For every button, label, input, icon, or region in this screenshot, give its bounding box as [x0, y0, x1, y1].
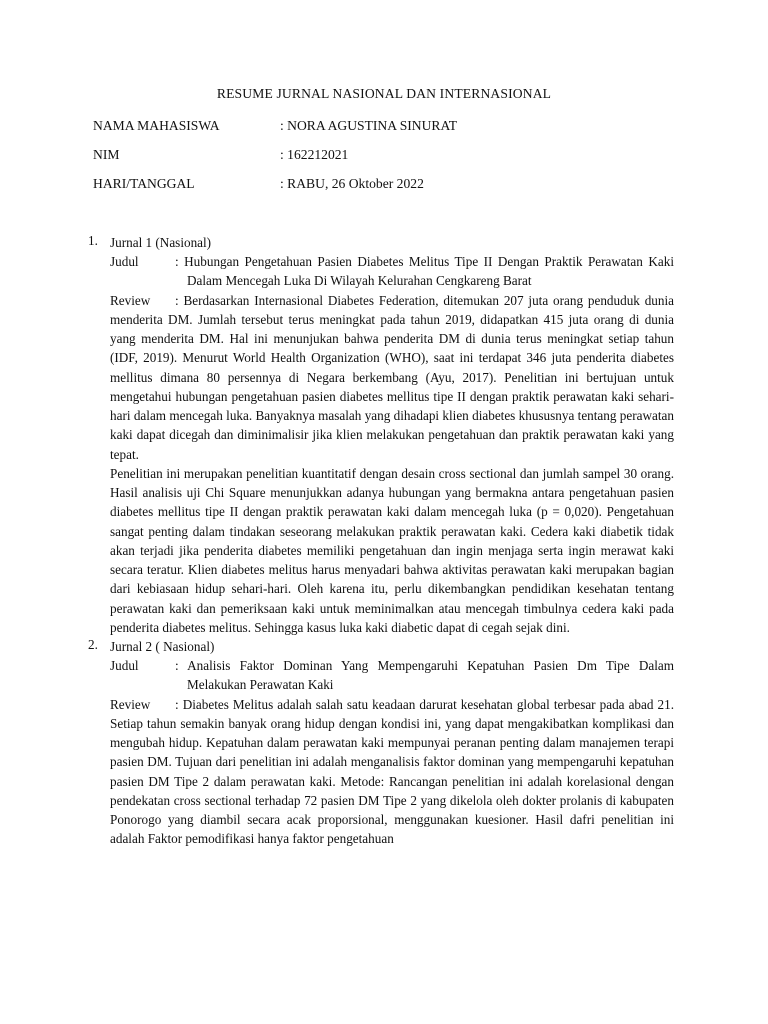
- info-label: NIM: [93, 147, 120, 162]
- list-number: 1.: [88, 233, 98, 248]
- journal-heading: Jurnal 2 ( Nasional): [110, 639, 215, 654]
- judul-section: [110, 252, 674, 291]
- judul-text: : Analisis Faktor Dominan Yang Mempengaruhi Kepatuhan Pasien Dm Tipe Dalam Melakukan Perawatan Kaki: [175, 658, 674, 693]
- info-value: : NORA AGUSTINA SINURAT: [280, 118, 458, 133]
- list-number: 2.: [88, 637, 98, 652]
- review-text: : Diabetes Melitus adalah salah satu keadaan darurat kesehatan global terbesar pada abad 21. Setiap tahun semakin banyak orang hidup dengan kondisi ini, yang dapat mengakibatkan komplikasi dan mengubah hidup. Kepatuhan dalam perawatan kaki mempunyai peranan penting dalam manajemen terapi pasien DM. Tujuan dari penelitian ini adalah menganalisis faktor dominan yang mempengaruhi kepatuhan pasien DM Tipe 2 dalam perawatan kaki. Metode: Rancangan penelitian ini adalah korelasional dengan pendekatan cross sectional terhadap 72 pasien DM Tipe 2 yang dikelola oleh dokter prolanis di kabupaten Ponorogo yang diambil secara acak proporsional, menggunakan kuesioner. Hasil dafri penelitian ini adalah Faktor pemodifikasi hanya faktor pengetahuan: [110, 696, 674, 847]
- document-title: RESUME JURNAL NASIONAL DAN INTERNASIONAL: [216, 86, 552, 101]
- review-text: : Berdasarkan Internasional Diabetes Federation, ditemukan 207 juta orang penduduk dunia menderita DM. Jumlah tersebut terus meningkat pada tahun 2019, didapatkan 415 juta orang di dunia yang menderita DM. Hal ini menunjukan bahwa penderita DM di dunia terus meningkat setiap tahun (IDF, 2019). Menurut World Health Organization (WHO), saat ini terdapat 346 juta penderita diabetes mellitus dimana 80 persennya di Negara berkembang (Ayu, 2017). Penelitian ini bertujuan untuk mengetahui hubungan pengetahuan pasien diabetes mellitus tipe II dengan praktik perawatan kaki sehari-hari dalam mencegah luka. Banyaknya masalah yang dihadapi klien diabetes khususnya tentang perawatan kaki dapat dicegah dan diminimalisir jika klien melakukan pengetahuan dan praktik perawatan kaki yang tepat.: [110, 292, 674, 462]
- journal-item: [88, 233, 674, 637]
- review-section: [110, 291, 674, 464]
- journal-heading: Jurnal 1 (Nasional): [110, 235, 212, 250]
- review-label: Review: [110, 696, 151, 712]
- judul-label: Judul: [110, 658, 139, 673]
- judul-label: Judul: [110, 254, 139, 269]
- info-value: : RABU, 26 Oktober 2022: [280, 176, 424, 191]
- info-label: HARI/TANGGAL: [93, 176, 195, 191]
- judul-text: : Hubungan Pengetahuan Pasien Diabetes Melitus Tipe II Dengan Praktik Perawatan Kaki Dalam Mencegah Luka Di Wilayah Kelurahan Cengkareng Barat: [175, 254, 674, 289]
- info-label: NAMA MAHASISWA: [93, 118, 220, 133]
- journal-item: [88, 637, 674, 849]
- judul-section: [110, 656, 674, 695]
- review-label: Review: [110, 292, 151, 308]
- journal-list: [88, 233, 674, 849]
- review-section: [110, 695, 674, 849]
- info-value: : 162212021: [280, 147, 349, 162]
- review-paragraph: Penelitian ini merupakan penelitian kuantitatif dengan desain cross sectional dan jumlah sampel 30 orang. Hasil analisis uji Chi Square menunjukkan adanya hubungan yang bermakna antara pengetahuan pasien diabetes mellitus tipe II dengan praktik perawatan kaki dalam mencegah luka (p = 0,020). Pengetahuan sangat penting dalam tindakan seseorang melakukan praktik perawatan kaki. Cedera kaki diabetik tidak akan terjadi jika penderita diabetes memiliki pengetahuan dan ingin menjaga serta ingin merawat kaki secara teratur. Klien diabetes melitus harus menyadari bahwa aktivitas perawatan kaki merupakan bagian dari kebiasaan hidup sehari-hari. Oleh karena itu, perlu dikembangkan pendidikan kesehatan tentang perawatan kaki dan pemeriksaan kaki untuk meminimalkan atau mencegah timbulnya cedera kaki pada penderita diabetes melitus. Sehingga kasus luka kaki diabetic dapat di cegah sejak dini.: [110, 465, 674, 635]
